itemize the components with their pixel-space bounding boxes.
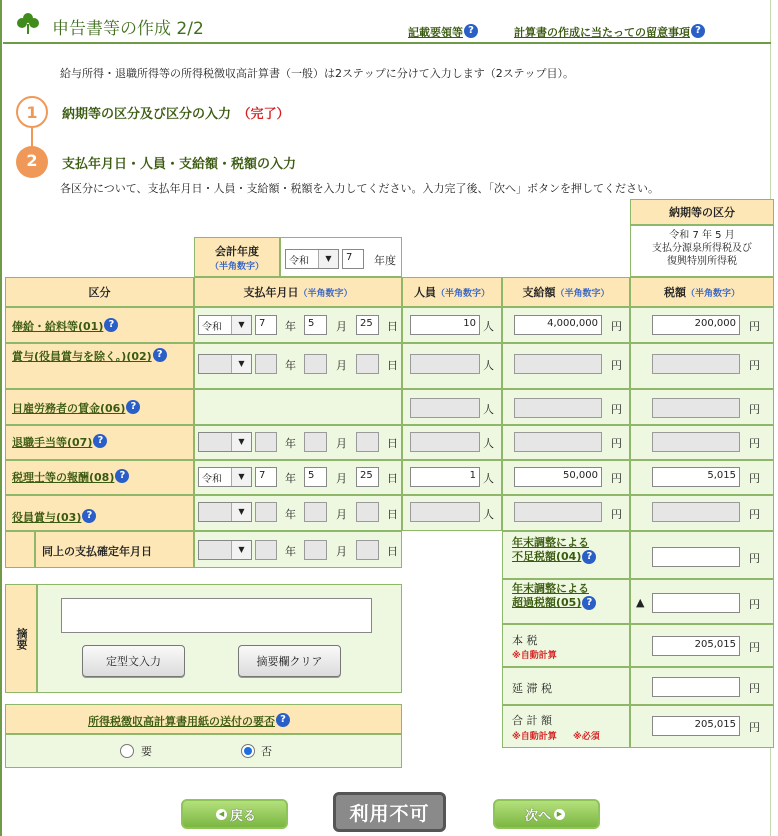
col-date: 支払年月日 （半角数字） [194,277,402,307]
accountant-year-input[interactable]: 7 [255,467,277,487]
period-body: 令和 7 年 5 月 支払分源泉所得税及び 復興特別所得税 [630,225,774,277]
help-icon[interactable]: ? [582,596,596,610]
yen-unit: 円 [749,508,760,521]
send-yes-radio[interactable] [120,744,134,758]
daily-pay-input[interactable] [514,398,602,418]
bonus-pay-input[interactable] [514,354,602,374]
salary-people-input[interactable]: 10 [410,315,480,335]
month-unit: 月 [336,472,347,485]
back-button[interactable]: ◀ 戻る [181,799,288,829]
yen-unit: 円 [749,472,760,485]
help-icon[interactable]: ? [464,24,478,38]
memo-input[interactable] [61,598,372,633]
yen-unit: 円 [611,437,622,450]
daily-people-input[interactable] [410,398,480,418]
salary-era-select[interactable]: 令和 ▼ [198,315,252,335]
bonus-day-input[interactable] [356,354,379,374]
person-unit: 人 [483,437,494,450]
executive-era-select[interactable]: ▼ [198,502,252,522]
yen-unit: 円 [749,552,760,565]
yen-unit: 円 [611,359,622,372]
indent-cell [5,531,35,568]
fiscal-year-input[interactable]: 7 [342,249,364,269]
person-unit: 人 [483,508,494,521]
yen-unit: 円 [749,437,760,450]
total-note-auto: ※自動計算 [512,732,557,742]
col-pay: 支給額 （半角数字） [502,277,630,307]
send-yes-label: 要 [141,745,152,758]
step2-title: 支払年月日・人員・支給額・税額の入力 [62,157,297,172]
executive-bonus-link[interactable]: 役員賞与(03) ? [12,509,96,525]
honzei-note: ※自動計算 [512,651,557,661]
step1-indicator: 1 [16,96,48,128]
help-icon[interactable]: ? [115,469,129,483]
retirement-pay-input[interactable] [514,432,602,452]
yen-unit: 円 [611,508,622,521]
guide-link[interactable]: 記載要領等 ? [408,24,478,40]
total-input[interactable]: 205,015 [652,716,740,736]
retirement-link[interactable]: 退職手当等(07) ? [12,434,107,450]
executive-people-input[interactable] [410,502,480,522]
person-unit: 人 [483,359,494,372]
daily-tax-input[interactable] [652,398,740,418]
page-title: 申告書等の作成 2/2 [52,19,204,39]
retirement-people-input[interactable] [410,432,480,452]
retirement-era-select[interactable]: ▼ [198,432,252,452]
header-divider [3,42,771,44]
yen-unit: 円 [611,472,622,485]
confirm-date-label: 同上の支払確定年月日 [35,531,194,568]
next-button[interactable]: 次へ ▶ [493,799,600,829]
entai-label: 延 滞 税 [512,682,552,695]
month-unit: 月 [336,508,347,521]
notes-link[interactable]: 計算書の作成に当たっての留意事項 ? [514,24,705,40]
bonus-year-input[interactable] [255,354,277,374]
bonus-link[interactable]: 賞与(役員賞与を除く。)(02) ? [12,348,167,364]
short-tax-input[interactable] [652,547,740,567]
year-unit: 年 [285,359,296,372]
year-unit: 年 [285,545,296,558]
honzei-label: 本 税 [512,634,538,647]
page-frame-left [0,0,2,836]
col-kubun: 区分 [5,277,194,307]
fiscal-year-label: 会計年度 （半角数字） [194,237,280,277]
bonus-people-input[interactable] [410,354,480,374]
accountant-people-input[interactable]: 1 [410,467,480,487]
executive-month-input[interactable] [304,502,327,522]
chevron-right-icon: ▶ [554,809,565,820]
yen-unit: 円 [749,359,760,372]
confirm-month-input[interactable] [304,540,327,560]
intro-text: 給与所得・退職所得等の所得税徴収高計算書（一般）は2ステップに分けて入力します（2ステップ目）。 [60,67,575,80]
accountant-month-input[interactable]: 5 [304,467,327,487]
year-unit: 年 [285,320,296,333]
yen-unit: 円 [749,598,760,611]
accountant-pay-input[interactable]: 50,000 [514,467,602,487]
period-header: 納期等の区分 [630,199,774,225]
unavailable-button[interactable]: 利用不可 [333,792,446,832]
person-unit: 人 [483,320,494,333]
total-note-required: ※必須 [573,732,600,742]
chevron-left-icon: ◀ [216,809,227,820]
clover-icon [16,12,40,36]
accountant-day-input[interactable]: 25 [356,467,379,487]
help-icon[interactable]: ? [582,550,596,564]
day-unit: 日 [387,508,398,521]
send-options [5,734,402,768]
bonus-tax-input[interactable] [652,354,740,374]
step2-description: 各区分について、支払年月日・人員・支給額・税額を入力してください。入力完了後、「次へ」ボタンを押してください。 [60,182,660,195]
person-unit: 人 [483,472,494,485]
confirm-year-input[interactable] [255,540,277,560]
yen-unit: 円 [749,721,760,734]
help-icon[interactable]: ? [691,24,705,38]
retirement-year-input[interactable] [255,432,277,452]
triangle-mark: ▲ [636,596,645,609]
yen-unit: 円 [749,682,760,695]
send-form-link[interactable]: 所得税徴収高計算書用紙の送付の要否 ? [88,713,290,729]
send-no-label: 否 [261,745,272,758]
col-people: 人員 （半角数字） [402,277,502,307]
salary-link[interactable]: 俸給・給料等(01) ? [12,318,118,334]
yen-unit: 円 [611,403,622,416]
day-unit: 日 [387,472,398,485]
year-unit: 年 [285,508,296,521]
step2-indicator: 2 [16,146,48,178]
person-unit: 人 [483,403,494,416]
help-icon[interactable]: ? [126,400,140,414]
accountant-era-select[interactable]: 令和 ▼ [198,467,252,487]
accountant-tax-input[interactable]: 5,015 [652,467,740,487]
executive-day-input[interactable] [356,502,379,522]
send-no-radio[interactable] [241,744,255,758]
date-cell [194,389,402,425]
step1-title: 納期等の区分及び区分の入力 （完了） [62,107,290,122]
short-tax-link[interactable]: 年末調整による 不足税額(04) ? [512,536,596,564]
day-unit: 日 [387,437,398,450]
salary-pay-input[interactable]: 4,000,000 [514,315,602,335]
help-icon[interactable]: ? [276,713,290,727]
daily-worker-link[interactable]: 日雇労務者の賃金(06) ? [12,400,140,416]
over-tax-link[interactable]: 年末調整による 超過税額(05) ? [512,582,596,610]
yen-unit: 円 [611,320,622,333]
executive-pay-input[interactable] [514,502,602,522]
honzei-input[interactable]: 205,015 [652,636,740,656]
yen-unit: 円 [749,641,760,654]
template-text-button[interactable]: 定型文入力 [82,645,185,677]
help-icon[interactable]: ? [104,318,118,332]
month-unit: 月 [336,545,347,558]
executive-tax-input[interactable] [652,502,740,522]
month-unit: 月 [336,437,347,450]
yen-unit: 円 [749,320,760,333]
memo-label: 摘要 [5,584,37,693]
confirm-era-select[interactable]: ▼ [198,540,252,560]
col-tax: 税額 （半角数字） [630,277,774,307]
fiscal-unit: 年度 [374,254,396,267]
over-tax-input[interactable] [652,593,740,613]
day-unit: 日 [387,359,398,372]
help-icon[interactable]: ? [93,434,107,448]
year-unit: 年 [285,472,296,485]
salary-tax-input[interactable]: 200,000 [652,315,740,335]
month-unit: 月 [336,320,347,333]
retirement-tax-input[interactable] [652,432,740,452]
help-icon[interactable]: ? [82,509,96,523]
retirement-month-input[interactable] [304,432,327,452]
day-unit: 日 [387,320,398,333]
bonus-era-select[interactable]: ▼ [198,354,252,374]
year-unit: 年 [285,437,296,450]
salary-day-input[interactable]: 25 [356,315,379,335]
day-unit: 日 [387,545,398,558]
entai-input[interactable] [652,677,740,697]
salary-month-input[interactable]: 5 [304,315,327,335]
month-unit: 月 [336,359,347,372]
retirement-day-input[interactable] [356,432,379,452]
confirm-day-input[interactable] [356,540,379,560]
clear-memo-button[interactable]: 摘要欄クリア [238,645,341,677]
yen-unit: 円 [749,403,760,416]
salary-year-input[interactable]: 7 [255,315,277,335]
executive-year-input[interactable] [255,502,277,522]
tax-accountant-link[interactable]: 税理士等の報酬(08) ? [12,469,129,485]
total-label: 合 計 額 [512,714,552,727]
help-icon[interactable]: ? [153,348,167,362]
bonus-month-input[interactable] [304,354,327,374]
fiscal-era-select[interactable]: 令和 ▼ [285,249,339,269]
